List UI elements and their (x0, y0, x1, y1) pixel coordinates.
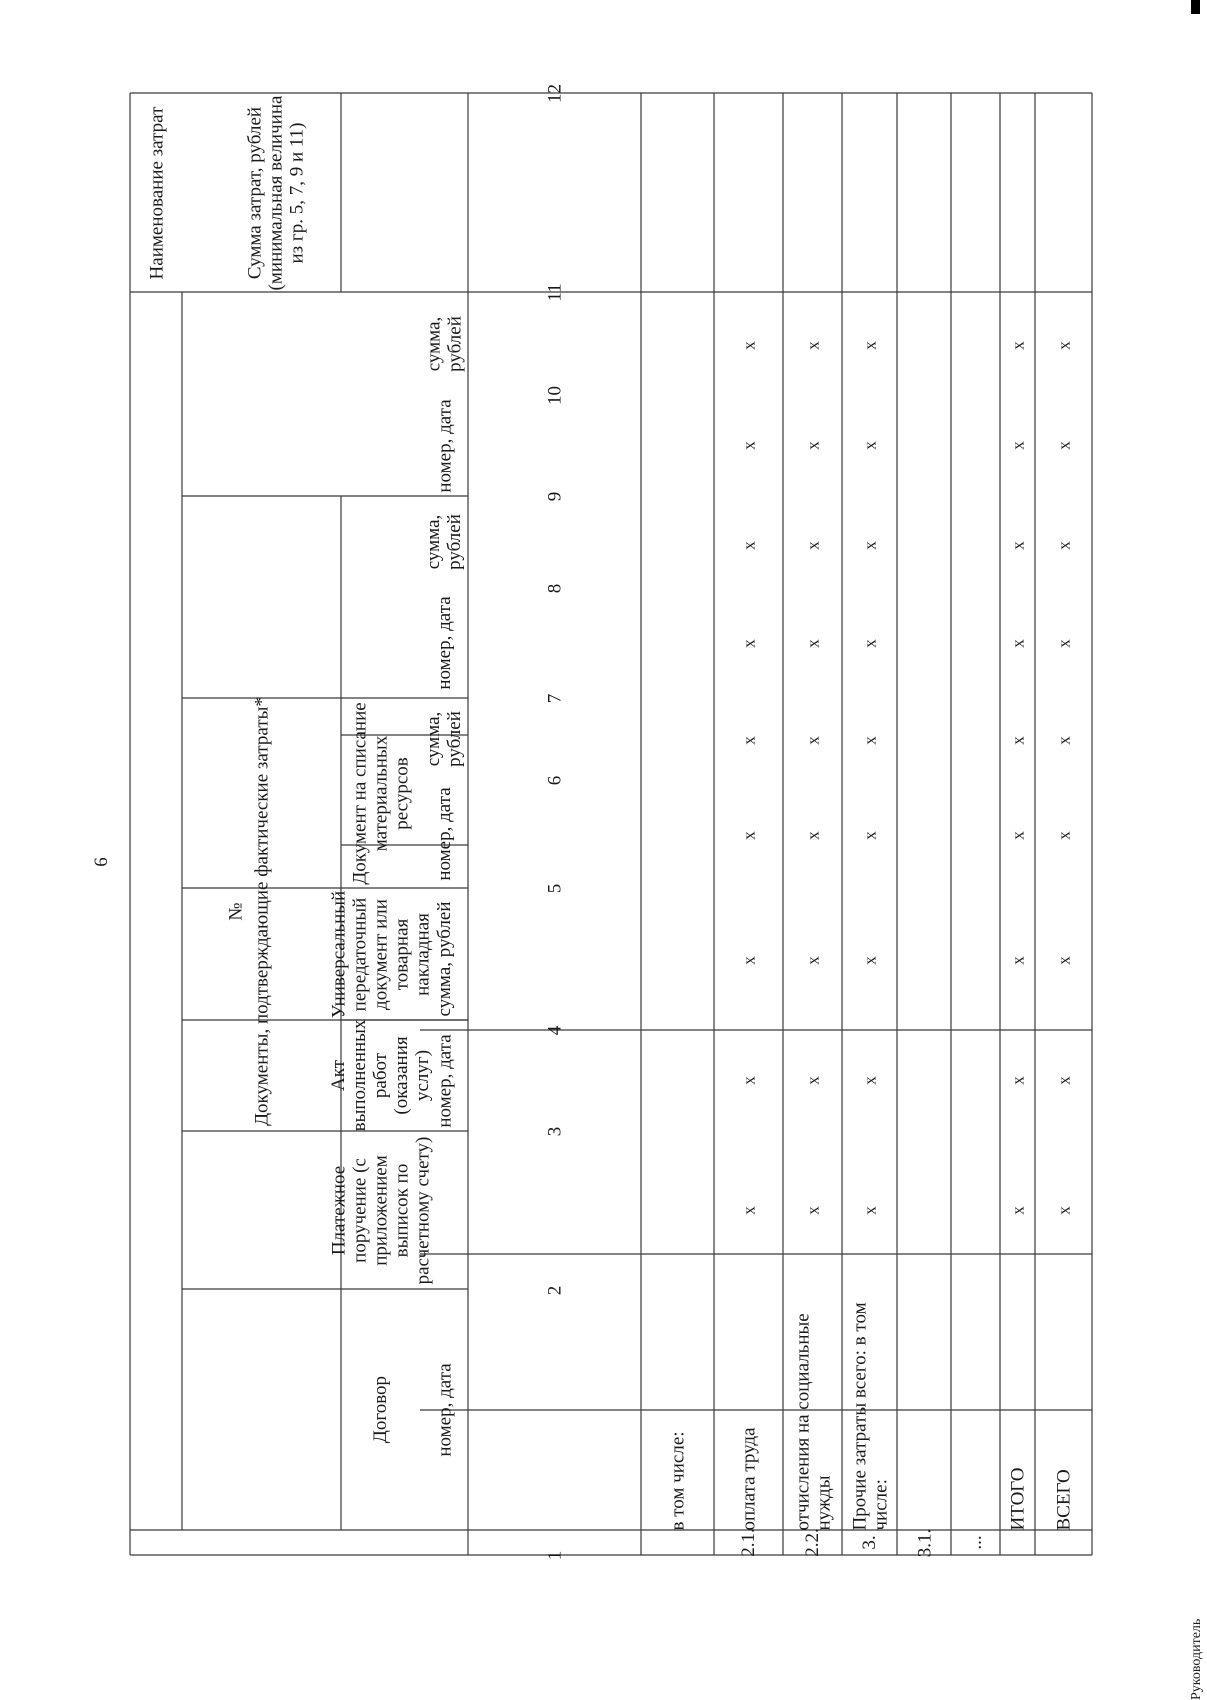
column-number-4: 4 (544, 1025, 565, 1035)
row-number (1000, 1530, 1035, 1555)
row-number: 3. (859, 1535, 880, 1550)
row-mark: x (739, 440, 758, 450)
header-upd-number-date: номер, дата (433, 596, 455, 690)
row-mark: x (803, 638, 822, 648)
row-mark: x (1008, 540, 1027, 550)
row-mark: x (1054, 540, 1073, 550)
row-mark: x (803, 735, 822, 745)
row-mark: x (860, 638, 879, 648)
row-mark: x (1008, 830, 1027, 840)
row-mark: x (1008, 1075, 1027, 1085)
header-upd-sum: сумма, рублей (423, 514, 465, 570)
row-mark: x (860, 830, 879, 840)
row-mark: x (1054, 638, 1073, 648)
header-upd: Универсальный передаточный документ или товарная накладная (328, 890, 433, 1018)
row-mark: x (803, 440, 822, 450)
column-number-2: 2 (544, 1285, 565, 1295)
header-act: Акт выполненных работ (оказания услуг) (328, 1019, 433, 1132)
row-name (897, 1290, 951, 1530)
row-mark: x (1008, 735, 1027, 745)
row-mark: x (1008, 955, 1027, 965)
header-act-sum: сумма, рублей (423, 711, 465, 767)
column-number-8: 8 (544, 583, 565, 593)
row-mark: x (739, 955, 758, 965)
column-number-11: 11 (544, 282, 565, 302)
row-mark: x (803, 540, 822, 550)
row-name: Прочие затраты всего: в том числе: (848, 1301, 891, 1530)
row-mark: x (739, 638, 758, 648)
page-number: 6 (91, 857, 112, 867)
header-contract: Договор (370, 1375, 391, 1444)
header-payment-order: Платежное поручение (с приложением выписок по расчетному счету) (328, 1136, 433, 1284)
row-mark: x (1054, 340, 1073, 350)
header-act-number-date: номер, дата (433, 787, 455, 881)
row-mark: x (1008, 638, 1027, 648)
header-payment-sum: сумма, рублей (433, 901, 455, 1017)
row-mark: x (1008, 1205, 1027, 1215)
row-mark: x (803, 955, 822, 965)
column-number-7: 7 (544, 693, 565, 703)
row-name: ВСЕГО (1053, 1468, 1074, 1530)
column-number-12: 12 (544, 83, 565, 103)
row-name: отчисления на социальные нужды (791, 1312, 834, 1530)
row-mark: x (1008, 440, 1027, 450)
column-number-1: 1 (544, 1550, 565, 1560)
row-mark: x (860, 1075, 879, 1085)
row-number: ... (965, 1535, 986, 1550)
row-mark: x (739, 340, 758, 350)
column-number-9: 9 (544, 491, 565, 501)
row-number (1035, 1530, 1092, 1555)
row-mark: x (860, 440, 879, 450)
row-mark: x (803, 1075, 822, 1085)
signature-label: Руководитель (1189, 1618, 1204, 1700)
row-name: в том числе: (667, 1430, 688, 1530)
row-name (951, 1290, 1000, 1530)
row-mark: x (739, 735, 758, 745)
row-number: 3.1. (913, 1528, 935, 1557)
row-mark: x (739, 1075, 758, 1085)
row-mark: x (860, 735, 879, 745)
row-number: 2.2. (802, 1528, 823, 1557)
column-number-5: 5 (544, 883, 565, 893)
row-mark: x (803, 830, 822, 840)
row-mark: x (1054, 1075, 1073, 1085)
column-number-6: 6 (544, 775, 565, 785)
header-docs-group: Документы, подтверждающие фактические затраты* (251, 696, 272, 1126)
column-number-3: 3 (544, 1126, 565, 1136)
row-mark: x (1054, 440, 1073, 450)
row-mark: x (739, 1205, 758, 1215)
row-mark: x (860, 955, 879, 965)
column-number-10: 10 (544, 385, 565, 405)
row-mark: x (803, 340, 822, 350)
header-name: Наименование затрат (145, 106, 167, 279)
row-mark: x (1054, 830, 1073, 840)
row-name: оплата труда (738, 1427, 759, 1530)
header-writeoff-sum: сумма, рублей (423, 315, 465, 372)
row-mark: x (1054, 955, 1073, 965)
row-mark: x (1054, 735, 1073, 745)
header-writeoff-number-date: номер, дата (433, 398, 455, 493)
row-mark: x (860, 340, 879, 350)
row-mark: x (1054, 1205, 1073, 1215)
header-contract-number-date: номер, дата (433, 1362, 455, 1457)
row-mark: x (860, 540, 879, 550)
row-mark: x (739, 540, 758, 550)
row-mark: x (739, 830, 758, 840)
row-mark: x (1008, 340, 1027, 350)
header-sum-total: Сумма затрат, рублей (минимальная величина из гр. 5, 7, 9 и 11) (243, 95, 307, 290)
row-mark: x (860, 1205, 879, 1215)
scan-edge-mark (1191, 0, 1200, 14)
header-payment-number-date: номер, дата (433, 1033, 455, 1128)
row-number (641, 1530, 714, 1555)
header-writeoff: Документ на списание материальных ресурсов (349, 701, 412, 885)
row-mark: x (803, 1205, 822, 1215)
header-no: № (225, 901, 246, 921)
row-number: 2.1. (738, 1528, 759, 1557)
row-name: ИТОГО (1007, 1466, 1028, 1530)
